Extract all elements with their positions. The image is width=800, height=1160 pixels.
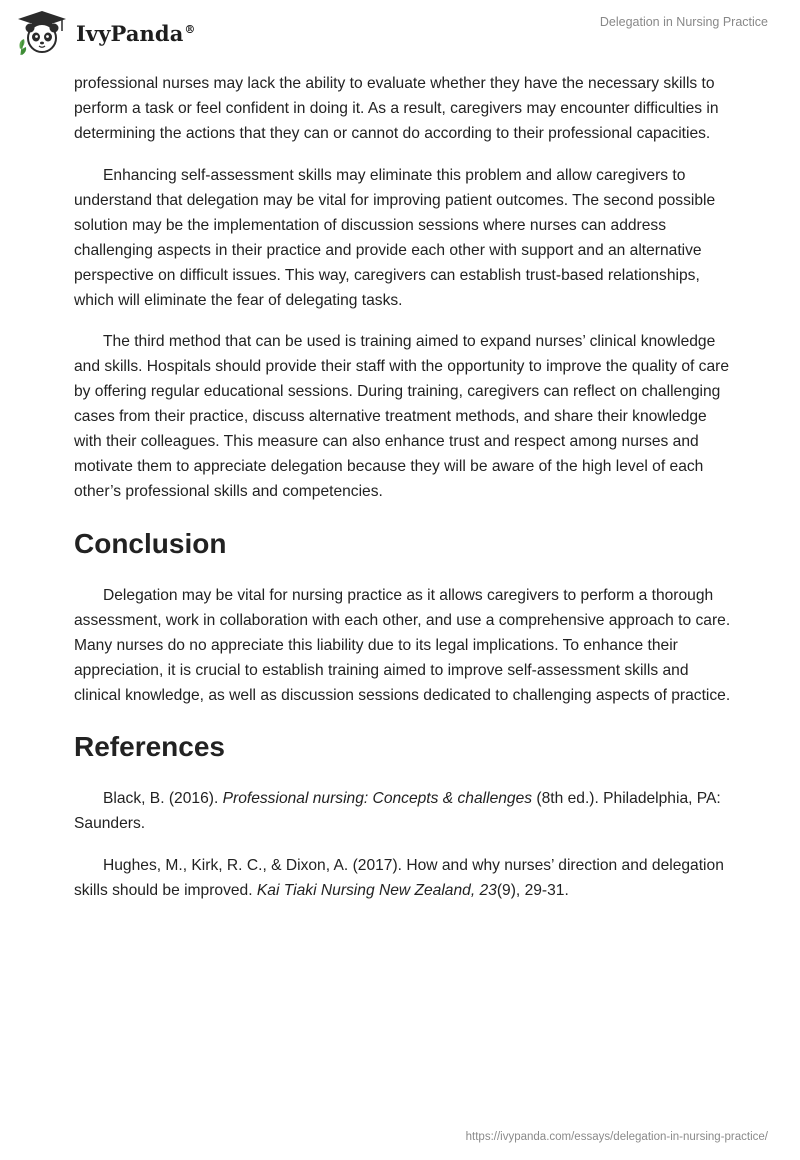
body-paragraph-2: Enhancing self-assessment skills may eliminate this problem and allow caregivers to understand that delegation may be vital for improving patient outcomes. The second possible solution may be the implementation of discussion sessions where nurses can address challenging aspects in their practice and provide each other with support and an alternative perspective on difficult issues. This way, caregivers can establish trust-based relationships, which will eliminate the fear of delegating tasks.: [74, 167, 716, 309]
conclusion-paragraph: Delegation may be vital for nursing practice as it allows caregivers to perform a thorough assessment, work in collaboration with each other, and use a comprehensive approach to care. Many nurses do no appreciate this liability due to its legal implications. To enhance their appreciation, it is crucial to establish training aimed to improve self-assessment skills and clinical knowledge, as well as discussion sessions dedicated to challenging aspects of practice.: [74, 587, 731, 704]
reference-entry: Black, B. (2016). Professional nursing: Concepts & challenges (8th ed.). Philadelphia, PA: Saunders.: [74, 790, 721, 832]
conclusion-heading: Conclusion: [74, 528, 227, 559]
essay-content: [74, 71, 734, 903]
document-title: Delegation in Nursing Practice: [599, 15, 768, 29]
logo-wordmark: IvyPanda®: [76, 20, 196, 46]
reference-entry: Hughes, M., Kirk, R. C., & Dixon, A. (2017). How and why nurses’ direction and delegation skills should be improved. Kai Tiaki Nursing New Zealand, 23(9), 29-31.: [74, 857, 724, 899]
page-header: [0, 0, 800, 70]
body-paragraph-3: The third method that can be used is training aimed to expand nurses’ clinical knowledge and skills. Hospitals should provide their staff with the opportunity to improve the quality of care by offering regular educational sessions. During training, caregivers can reflect on challenging cases from their practice, discuss alternative treatment methods, and share their knowledge with their colleagues. This measure can also enhance trust and respect among nurses and motivate them to appreciate delegation because they will be aware of the high level of each other’s professional skills and competencies.: [74, 333, 729, 500]
source-url-link[interactable]: https://ivypanda.com/essays/delegation-in-nursing-practice/: [465, 1131, 768, 1143]
body-paragraph-1: professional nurses may lack the ability to evaluate whether they have the necessary skills to perform a task or feel confident in doing it. As a result, caregivers may encounter difficulties in determining the actions that they can or cannot do according to their professional capacities.: [74, 75, 719, 142]
ivypanda-logo[interactable]: [14, 8, 196, 58]
references-heading: References: [74, 731, 225, 762]
panda-graduate-icon: [14, 9, 70, 57]
